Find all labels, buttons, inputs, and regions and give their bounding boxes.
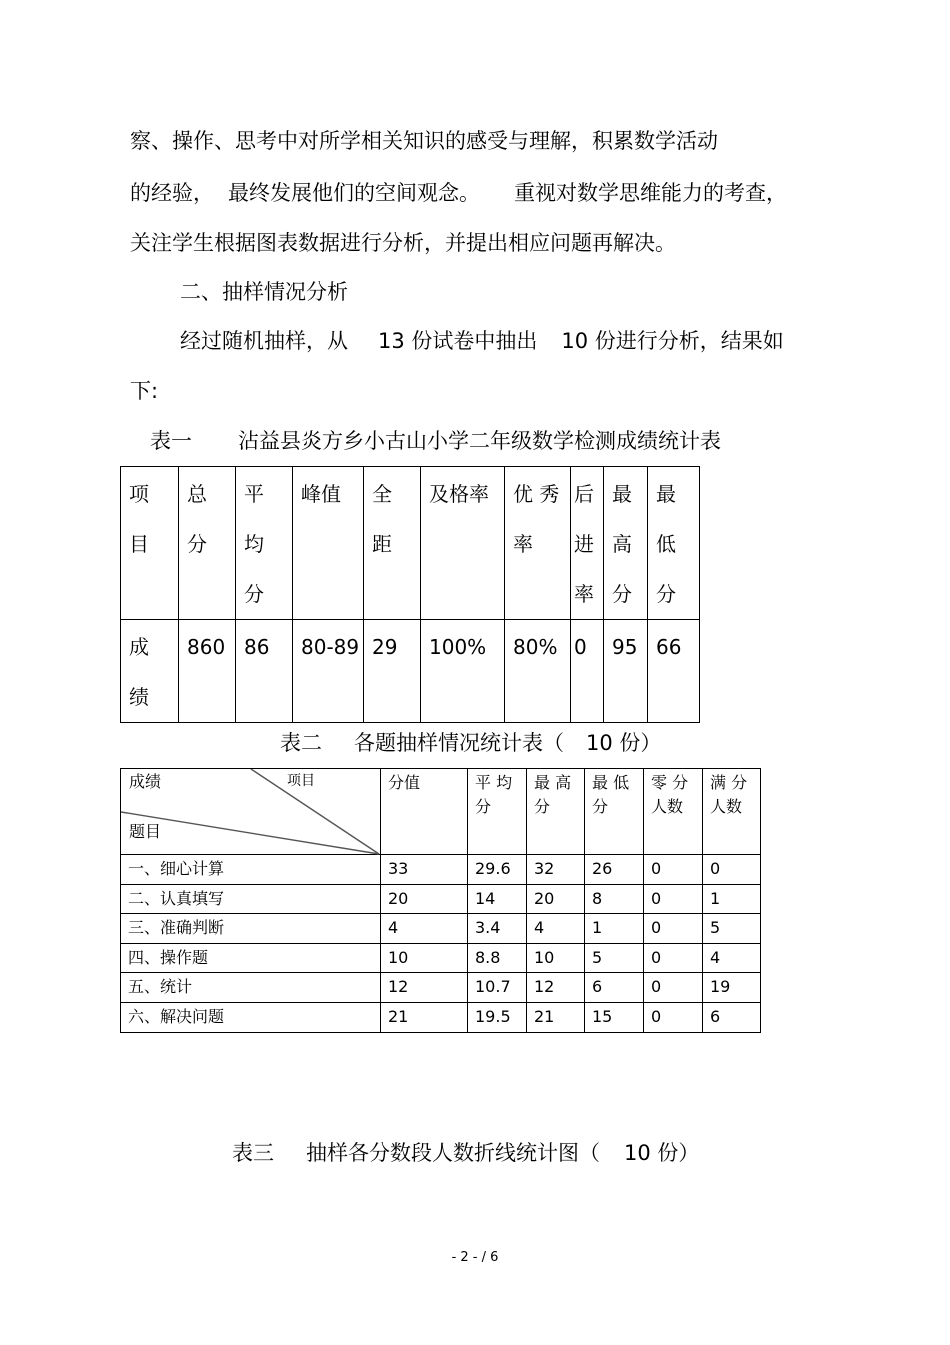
table1-cell: 80% [505,620,571,723]
table1-data-row [121,620,700,723]
paragraph-line-2-part-2: 最终发展他们的空间观念。 [228,181,480,205]
table2-cell: 0 [644,914,703,944]
table2-cell: 0 [703,855,761,885]
table1-cell: 80-89 [293,620,364,723]
table2-cell: 15 [585,1002,644,1032]
table2-cell: 10 [381,943,468,973]
table1-header-cell: 最 低 分 [648,467,700,620]
score-summary-table [120,466,700,723]
table2-cell: 4 [527,914,585,944]
table2-cell: 4 [381,914,468,944]
table2-cell: 0 [644,855,703,885]
table2-cell: 19 [703,973,761,1003]
question-name: 六、解决问题 [121,1002,381,1032]
paragraph-line-2 [130,183,787,204]
table1-header-cell: 总 分 [179,467,236,620]
table2-header-cell: 最 低 分 [585,769,644,855]
table2-cell: 0 [644,884,703,914]
table1-cell: 860 [179,620,236,723]
paragraph-line-5-part-2: 13 份试卷中抽出 [378,329,538,353]
table2-cell: 0 [644,973,703,1003]
table-row [121,943,761,973]
table2-cell: 3.4 [468,914,527,944]
table2-cell: 8 [585,884,644,914]
table2-caption-label: 表二 [280,731,322,755]
table2-cell: 0 [644,943,703,973]
question-name: 四、操作题 [121,943,381,973]
question-name: 二、认真填写 [121,884,381,914]
corner-label-question: 题目 [129,822,162,841]
table1-cell: 100% [421,620,505,723]
table1-caption-title: 沾益县炎方乡小古山小学二年级数学检测成绩统计表 [238,429,721,453]
table2-header-cell: 分值 [381,769,468,855]
table2-cell: 1 [703,884,761,914]
table1-cell: 0 [571,620,604,723]
table2-cell: 4 [703,943,761,973]
table2-header-row [121,769,761,855]
table2-cell: 10 [527,943,585,973]
table2-cell: 20 [527,884,585,914]
table3-caption [232,1143,699,1164]
table2-corner-cell [121,769,381,855]
table1-header-cell: 及格率 [421,467,505,620]
table2-cell: 21 [527,1002,585,1032]
table2-cell: 12 [527,973,585,1003]
corner-label-item: 项目 [287,773,315,789]
page-number: - 2 - / 6 [451,1250,499,1265]
table-row [121,973,761,1003]
table3-caption-title: 抽样各分数段人数折线统计图（ [306,1141,600,1165]
paragraph-line-5-part-3: 10 份进行分析，结果如 [561,329,784,353]
table1-header-row [121,467,700,620]
table2-cell: 6 [703,1002,761,1032]
table1-header-cell: 项 目 [121,467,179,620]
table2-header-cell: 零 分 人数 [644,769,703,855]
paragraph-line-5 [180,331,784,352]
table1-cell: 86 [236,620,293,723]
table2-cell: 5 [585,943,644,973]
section-heading: 二、抽样情况分析 [180,280,348,304]
table1-header-cell: 优 秀 率 [505,467,571,620]
question-name: 三、准确判断 [121,914,381,944]
table-row [121,1002,761,1032]
question-stats-table [120,768,761,1033]
table2-cell: 20 [381,884,468,914]
question-name: 一、细心计算 [121,855,381,885]
table2-cell: 8.8 [468,943,527,973]
paragraph-line-2-part-1: 的经验， [130,181,214,205]
table2-cell: 19.5 [468,1002,527,1032]
table1-row-label: 成 绩 [121,620,179,723]
table-row [121,914,761,944]
paragraph-line-2-part-3: 重视对数学思维能力的考查， [514,181,787,205]
table1-cell: 66 [648,620,700,723]
question-name: 五、统计 [121,973,381,1003]
table2-cell: 33 [381,855,468,885]
table2-header-cell: 最 高 分 [527,769,585,855]
table2-cell: 1 [585,914,644,944]
table2-cell: 21 [381,1002,468,1032]
table2-cell: 14 [468,884,527,914]
table1-header-cell: 全 距 [364,467,421,620]
corner-label-score: 成绩 [129,772,162,791]
table-row [121,884,761,914]
table3-caption-label: 表三 [232,1141,274,1165]
paragraph-line-6: 下: [130,379,159,403]
table1-header-cell: 平 均 分 [236,467,293,620]
table2-cell: 29.6 [468,855,527,885]
table2-cell: 6 [585,973,644,1003]
table1-caption [150,431,721,452]
paragraph-line-5-part-1: 经过随机抽样，从 [180,329,348,353]
table2-cell: 10.7 [468,973,527,1003]
table-row [121,855,761,885]
table2-cell: 5 [703,914,761,944]
table2-caption [280,733,661,754]
table2-cell: 32 [527,855,585,885]
table2-caption-title: 各题抽样情况统计表（ [354,731,564,755]
paragraph-line-1: 察、操作、思考中对所学相关知识的感受与理解，积累数学活动 [130,129,718,153]
table2-cell: 26 [585,855,644,885]
paragraph-line-3: 关注学生根据图表数据进行分析，并提出相应问题再解决。 [130,231,676,255]
table2-caption-count: 10 份） [586,731,662,755]
table2-cell: 0 [644,1002,703,1032]
table2-header-cell: 满 分 人数 [703,769,761,855]
table1-caption-label: 表一 [150,429,192,453]
table3-caption-count: 10 份） [624,1141,700,1165]
table1-header-cell: 后 进 率 [571,467,604,620]
table2-cell: 12 [381,973,468,1003]
table1-cell: 29 [364,620,421,723]
table2-header-cell: 平 均 分 [468,769,527,855]
table1-header-cell: 峰值 [293,467,364,620]
table1-header-cell: 最 高 分 [604,467,648,620]
table1-cell: 95 [604,620,648,723]
